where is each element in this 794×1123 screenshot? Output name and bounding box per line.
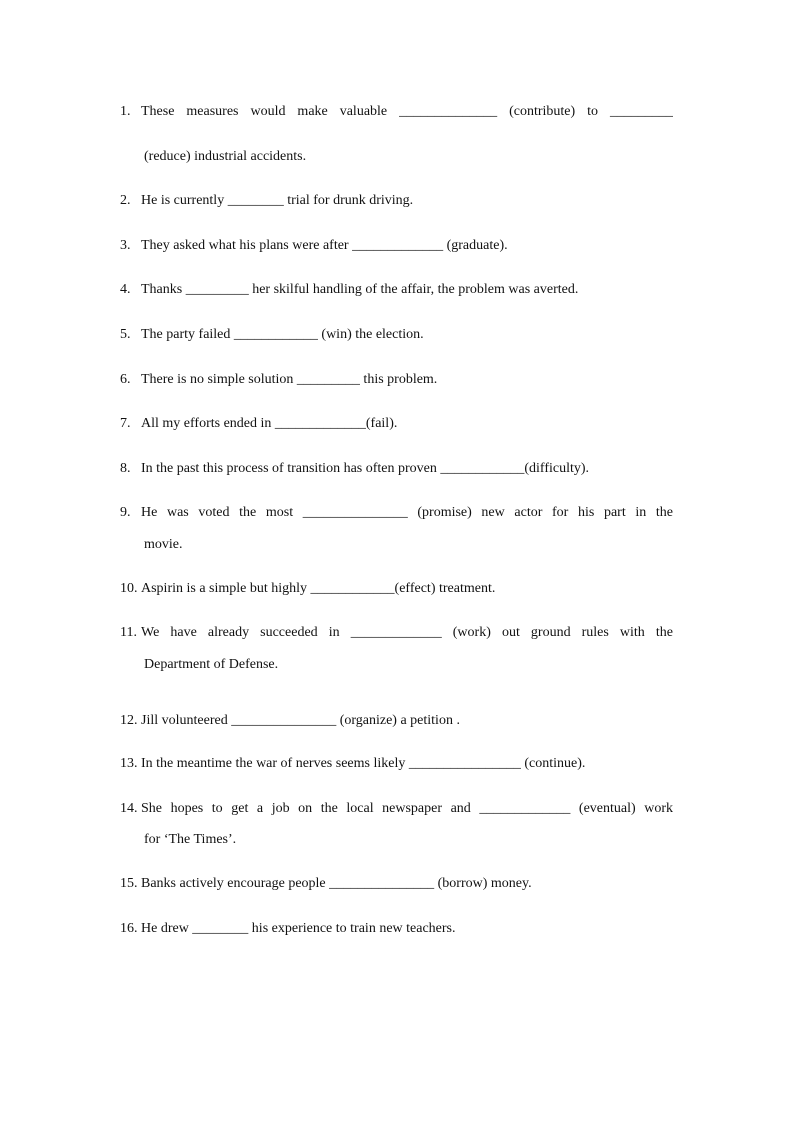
question-text: These measures would make valuable ______________ (contribute) to _________ bbox=[141, 104, 673, 119]
question-text: We have already succeeded in _____________ (work) out ground rules with the bbox=[141, 625, 673, 640]
question-13 bbox=[120, 755, 673, 773]
question-number: 5. bbox=[120, 327, 131, 342]
question-text: He is currently ________ trial for drunk driving. bbox=[141, 193, 414, 208]
question-text-continued: for ‘The Times’. bbox=[144, 832, 237, 847]
question-number: 13. bbox=[120, 756, 138, 771]
question-text: Aspirin is a simple but highly ____________(effect) treatment. bbox=[141, 581, 496, 596]
question-text: Jill volunteered _______________ (organize) a petition . bbox=[141, 713, 460, 728]
question-text-continued: movie. bbox=[144, 537, 183, 552]
question-16 bbox=[120, 920, 673, 938]
question-text: In the meantime the war of nerves seems likely ________________ (continue). bbox=[141, 756, 586, 771]
question-9 bbox=[120, 504, 673, 554]
question-number: 3. bbox=[120, 238, 131, 253]
question-text: She hopes to get a job on the local newspaper and _____________ (eventual) work bbox=[141, 801, 673, 816]
question-text-continued: Department of Defense. bbox=[144, 657, 279, 672]
question-number: 14. bbox=[120, 801, 138, 816]
question-14 bbox=[120, 800, 673, 850]
question-number: 15. bbox=[120, 876, 138, 891]
question-4 bbox=[120, 281, 673, 299]
question-text: He drew ________ his experience to train new teachers. bbox=[141, 921, 456, 936]
question-number: 7. bbox=[120, 416, 131, 431]
question-8 bbox=[120, 460, 673, 478]
question-number: 11. bbox=[120, 625, 137, 640]
question-3 bbox=[120, 237, 673, 255]
question-10 bbox=[120, 580, 673, 598]
question-text: They asked what his plans were after _____________ (graduate). bbox=[141, 238, 508, 253]
question-text: All my efforts ended in _____________(fail). bbox=[141, 416, 398, 431]
question-text: There is no simple solution _________ this problem. bbox=[141, 372, 438, 387]
question-5 bbox=[120, 326, 673, 344]
question-number: 16. bbox=[120, 921, 138, 936]
question-number: 4. bbox=[120, 282, 131, 297]
question-number: 2. bbox=[120, 193, 131, 208]
question-text: Banks actively encourage people _______________ (borrow) money. bbox=[141, 876, 532, 891]
question-number: 1. bbox=[120, 104, 131, 119]
question-number: 8. bbox=[120, 461, 131, 476]
question-number: 12. bbox=[120, 713, 138, 728]
question-number: 6. bbox=[120, 372, 131, 387]
question-11 bbox=[120, 624, 673, 674]
question-2 bbox=[120, 192, 673, 210]
question-number: 9. bbox=[120, 505, 131, 520]
question-text: He was voted the most _______________ (promise) new actor for his part in the bbox=[141, 505, 673, 520]
question-text: Thanks _________ her skilful handling of the affair, the problem was averted. bbox=[141, 282, 579, 297]
question-text: In the past this process of transition has often proven ____________(difficulty). bbox=[141, 461, 590, 476]
question-12 bbox=[120, 712, 673, 730]
question-text-continued: (reduce) industrial accidents. bbox=[144, 149, 307, 164]
question-15 bbox=[120, 875, 673, 893]
question-1 bbox=[120, 103, 673, 169]
question-7 bbox=[120, 415, 673, 433]
question-6 bbox=[120, 371, 673, 389]
question-number: 10. bbox=[120, 581, 138, 596]
question-text: The party failed ____________ (win) the election. bbox=[141, 327, 424, 342]
